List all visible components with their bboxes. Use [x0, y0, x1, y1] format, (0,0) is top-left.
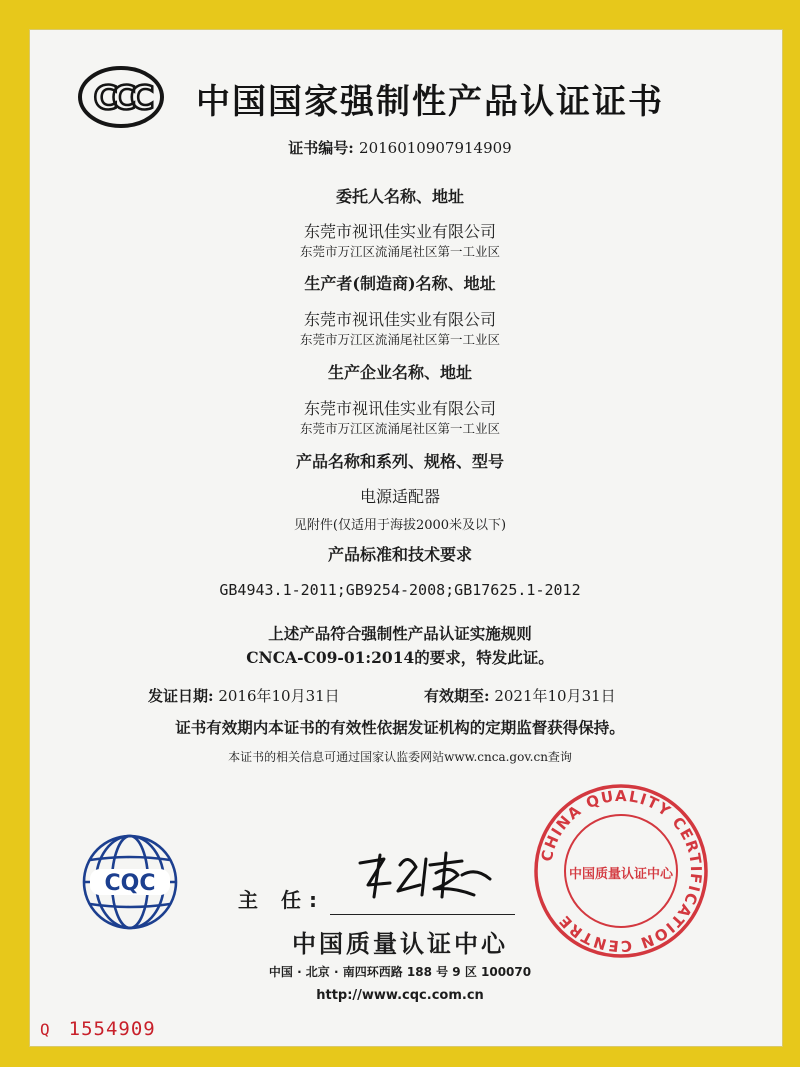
- official-seal: [532, 782, 710, 960]
- product-name: 电源适配器: [359, 487, 440, 506]
- client-address: 东莞市万江区流涌尾社区第一工业区: [299, 244, 500, 259]
- standards-value: GB4943.1-2011;GB9254-2008;GB17625.1-2012: [219, 581, 581, 599]
- svg-text:CHINA QUALITY CERTIFICATION CE: CHINA QUALITY CERTIFICATION CENTRE: [537, 786, 706, 956]
- director-label: 主 任:: [238, 888, 325, 912]
- ccc-logo: [78, 66, 164, 128]
- factory-heading: 生产企业名称、地址: [327, 363, 472, 382]
- signature-line: [330, 914, 515, 915]
- svg-text:CCC: CCC: [93, 78, 149, 117]
- factory-address: 东莞市万江区流涌尾社区第一工业区: [299, 421, 500, 436]
- issue-date: [148, 685, 340, 706]
- director-signature: [350, 845, 500, 905]
- product-heading: 产品名称和系列、规格、型号: [295, 452, 504, 471]
- issuer-name: 中国质量认证中心: [292, 930, 508, 958]
- manufacturer-heading: 生产者(制造商)名称、地址: [304, 274, 496, 293]
- standards-heading: 产品标准和技术要求: [327, 545, 472, 564]
- validity-note: 证书有效期内本证书的有效性依据发证机构的定期监督获得保持。: [175, 718, 625, 737]
- certificate-number: [0, 137, 800, 158]
- certificate-number-label: 证书编号:: [288, 139, 354, 157]
- serial-number: [40, 1018, 156, 1040]
- manufacturer-address: 东莞市万江区流涌尾社区第一工业区: [299, 332, 500, 347]
- svg-text:中国质量认证中心: 中国质量认证中心: [568, 867, 674, 882]
- client-name: 东莞市视讯佳实业有限公司: [303, 222, 496, 241]
- issue-date-label: 发证日期:: [148, 687, 214, 705]
- declaration-line-2: CNCA-C09-01:2014的要求，特发此证。: [246, 648, 554, 667]
- expiry-date-label: 有效期至:: [424, 687, 490, 705]
- expiry-date: [424, 685, 616, 706]
- svg-text:CQC: CQC: [104, 871, 156, 896]
- certificate-title: 中国国家强制性产品认证证书: [196, 82, 664, 122]
- certificate-number-value: 2016010907914909: [359, 139, 512, 157]
- inquiry-note: 本证书的相关信息可通过国家认监委网站www.cnca.gov.cn查询: [228, 750, 572, 764]
- issuer-address: 中国 · 北京 · 南四环西路 188 号 9 区 100070: [268, 965, 532, 979]
- serial-prefix: Q: [40, 1020, 51, 1039]
- expiry-date-value: 2021年10月31日: [494, 687, 616, 705]
- manufacturer-name: 东莞市视讯佳实业有限公司: [303, 310, 496, 329]
- serial-value: 1554909: [68, 1018, 156, 1040]
- client-heading: 委托人名称、地址: [335, 187, 464, 206]
- cqc-logo: [80, 832, 180, 932]
- declaration-line-1: 上述产品符合强制性产品认证实施规则: [268, 624, 532, 643]
- product-note: 见附件(仅适用于海拔2000米及以下): [293, 518, 507, 533]
- factory-name: 东莞市视讯佳实业有限公司: [303, 399, 496, 418]
- issue-date-value: 2016年10月31日: [218, 687, 340, 705]
- issuer-website: http://www.cqc.com.cn: [316, 988, 484, 1003]
